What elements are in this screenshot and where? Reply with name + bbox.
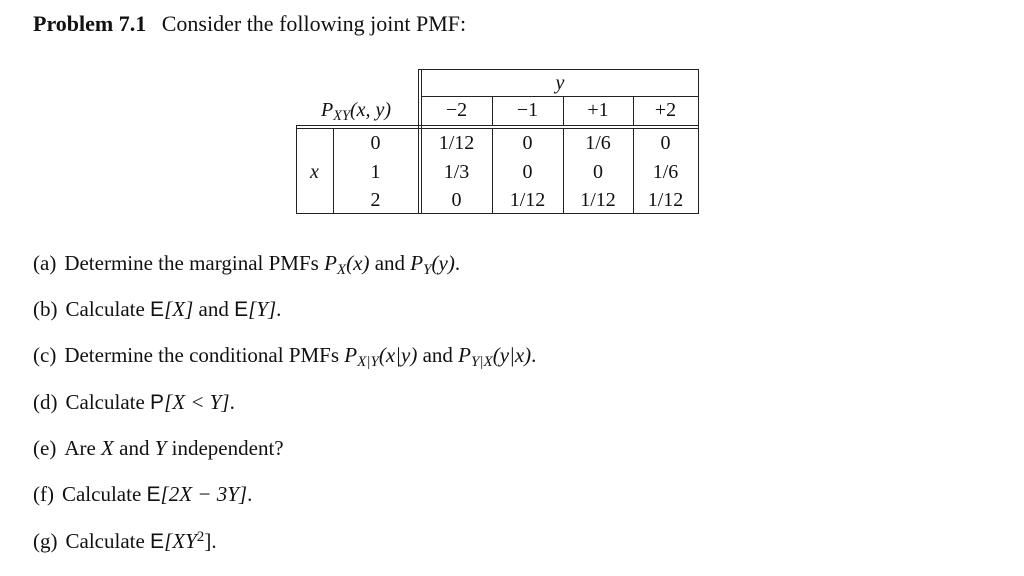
table-cell: 1/6 — [585, 132, 611, 154]
table-y-header: +2 — [654, 99, 677, 121]
table-cell: 1/12 — [438, 132, 475, 154]
table-y-label: y — [555, 72, 565, 94]
part-a: (a) Determine the marginal PMFs $P_X(x)$ and $P_Y(y)$. — [33, 251, 461, 279]
table-corner-label: $P_{XY}(x$, y) — [320, 99, 392, 125]
problem-label: Problem 7.1 — [33, 11, 147, 36]
table-double-rule-1 — [418, 69, 419, 214]
table-cell: 0 — [522, 132, 533, 154]
problem-intro: Consider the following joint PMF: — [161, 11, 467, 36]
table-x-header: 0 — [370, 132, 381, 154]
table-header-rule-1 — [296, 125, 699, 126]
table-cell: 1/12 — [580, 189, 616, 211]
table-cell: 0 — [593, 161, 603, 183]
table-y-header: +1 — [587, 99, 609, 121]
part-e: (e) Are X and Y independent? — [33, 436, 284, 460]
table-cell: 0 — [451, 189, 462, 211]
table-cell: 1/12 — [647, 189, 684, 211]
table-cell: 1/6 — [652, 161, 679, 183]
table-cell: 1/12 — [509, 189, 546, 211]
table-cell: 1/3 — [443, 161, 470, 183]
part-f: (f) Calculate E[2X − 3Y]. — [33, 482, 253, 506]
table-x-header: 2 — [370, 189, 381, 211]
table-x-header: 1 — [370, 161, 381, 183]
table-y-header: −2 — [445, 99, 468, 121]
table-y-header: −1 — [516, 99, 539, 121]
table-header-rule-2 — [296, 128, 699, 129]
table-bottom-border — [296, 213, 699, 214]
part-b: (b) Calculate E[X] and E[Y]. — [33, 297, 282, 321]
table-cell: 0 — [522, 161, 533, 183]
part-d: (d) Calculate P[X < Y]. — [33, 390, 235, 414]
part-c: (c) Determine the conditional PMFs $P_{X|Y}(x|y)$ and $P_{Y|X}(y|x)$. — [33, 343, 537, 371]
part-g: (g) Calculate $E[XY^2]$. — [33, 528, 217, 553]
table-x-label: x — [310, 161, 319, 183]
table-cell: 0 — [660, 132, 671, 154]
